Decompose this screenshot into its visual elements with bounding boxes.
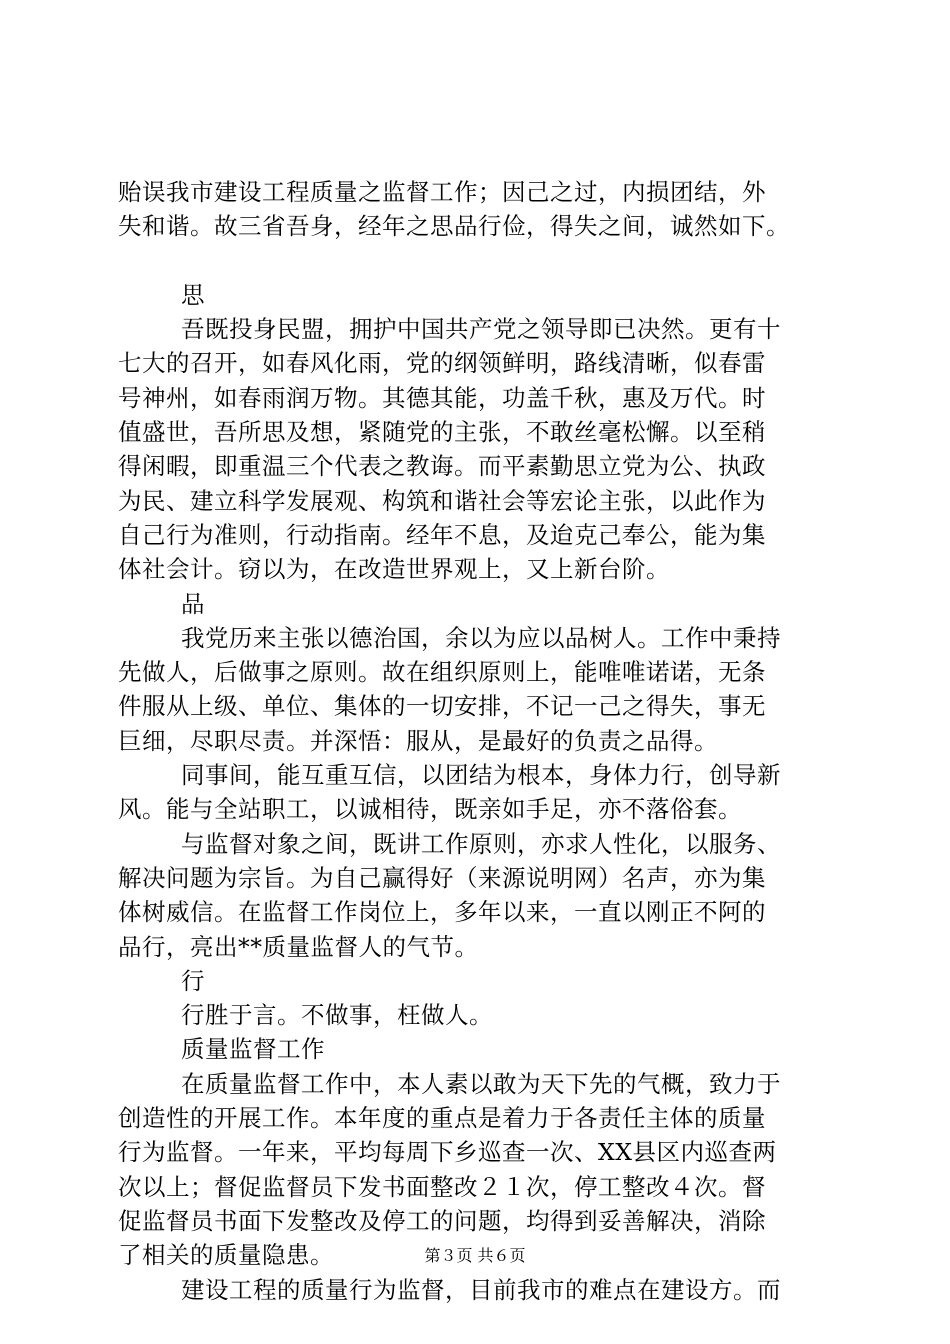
- text-line: 在质量监督工作中，本人素以敢为天下先的气概，致力于: [181, 1069, 781, 1098]
- text-line: 我党历来主张以德治国，余以为应以品树人。工作中秉持: [181, 623, 781, 652]
- text-line: 号神州，如春雨润万物。其德其能，功盖千秋，惠及万代。时: [118, 383, 766, 412]
- text-line: 风。能与全站职工，以诚相待，既亲如手足，亦不落俗套。: [118, 795, 742, 824]
- text-line: 自己行为准则，行动指南。经年不息，及迨克己奉公，能为集: [118, 520, 766, 549]
- text-line: 值盛世，吾所思及想，紧随党的主张，不敢丝毫松懈。以至稍: [118, 418, 766, 447]
- page-footer: 第３页 共６页: [424, 1246, 526, 1265]
- text-line: 件服从上级、单位、集体的一切安排，不记一己之得失，事无: [118, 692, 766, 721]
- text-line: 质量监督工作: [181, 1035, 325, 1064]
- text-line: 行为监督。一年来，平均每周下乡巡查一次、XX县区内巡查两: [118, 1138, 777, 1167]
- text-line: 吾既投身民盟，拥护中国共产党之领导即已决然。更有十: [181, 315, 781, 344]
- text-line: 品: [181, 589, 205, 618]
- text-line: 失和谐。故三省吾身，经年之思品行俭，得失之间，诚然如下。: [118, 212, 790, 241]
- text-line: 次以上；督促监督员下发书面整改２１次，停工整改４次。督: [118, 1172, 766, 1201]
- text-line: 行: [181, 966, 205, 995]
- text-line: 创造性的开展工作。本年度的重点是着力于各责任主体的质量: [118, 1104, 766, 1133]
- text-line: 解决问题为宗旨。为自己赢得好（来源说明网）名声，亦为集: [118, 863, 766, 892]
- blank-line: [118, 244, 838, 278]
- text-line: 促监督员书面下发整改及停工的问题，均得到妥善解决，消除: [118, 1206, 766, 1235]
- text-line: 体社会计。窃以为，在改造世界观上，又上新台阶。: [118, 555, 670, 584]
- text-line: 品行，亮出**质量监督人的气节。: [118, 932, 479, 961]
- text-line: 为民、建立科学发展观、构筑和谐社会等宏论主张，以此作为: [118, 486, 766, 515]
- text-line: 巨细，尽职尽责。并深悟：服从，是最好的负责之品得。: [118, 726, 718, 755]
- text-line: 行胜于言。不做事，枉做人。: [181, 1001, 493, 1030]
- text-line: 建设工程的质量行为监督，目前我市的难点在建设方。而: [181, 1275, 781, 1304]
- text-line: 体树威信。在监督工作岗位上，多年以来，一直以刚正不阿的: [118, 898, 766, 927]
- text-line: 七大的召开，如春风化雨，党的纲领鲜明，路线清晰，似春雷: [118, 349, 766, 378]
- text-line: 思: [181, 280, 205, 309]
- document-body: [118, 175, 838, 1307]
- text-line: 得闲暇，即重温三个代表之教诲。而平素勤思立党为公、执政: [118, 452, 766, 481]
- text-line: 同事间，能互重互信，以团结为根本，身体力行，创导新: [181, 761, 781, 790]
- text-line: 贻误我市建设工程质量之监督工作；因己之过，内损团结，外: [118, 178, 766, 206]
- text-line: 先做人，后做事之原则。故在组织原则上，能唯唯诺诺，无条: [118, 658, 766, 687]
- text-line: 了相关的质量隐患。: [118, 1241, 334, 1270]
- text-line: 与监督对象之间，既讲工作原则，亦求人性化，以服务、: [181, 829, 781, 858]
